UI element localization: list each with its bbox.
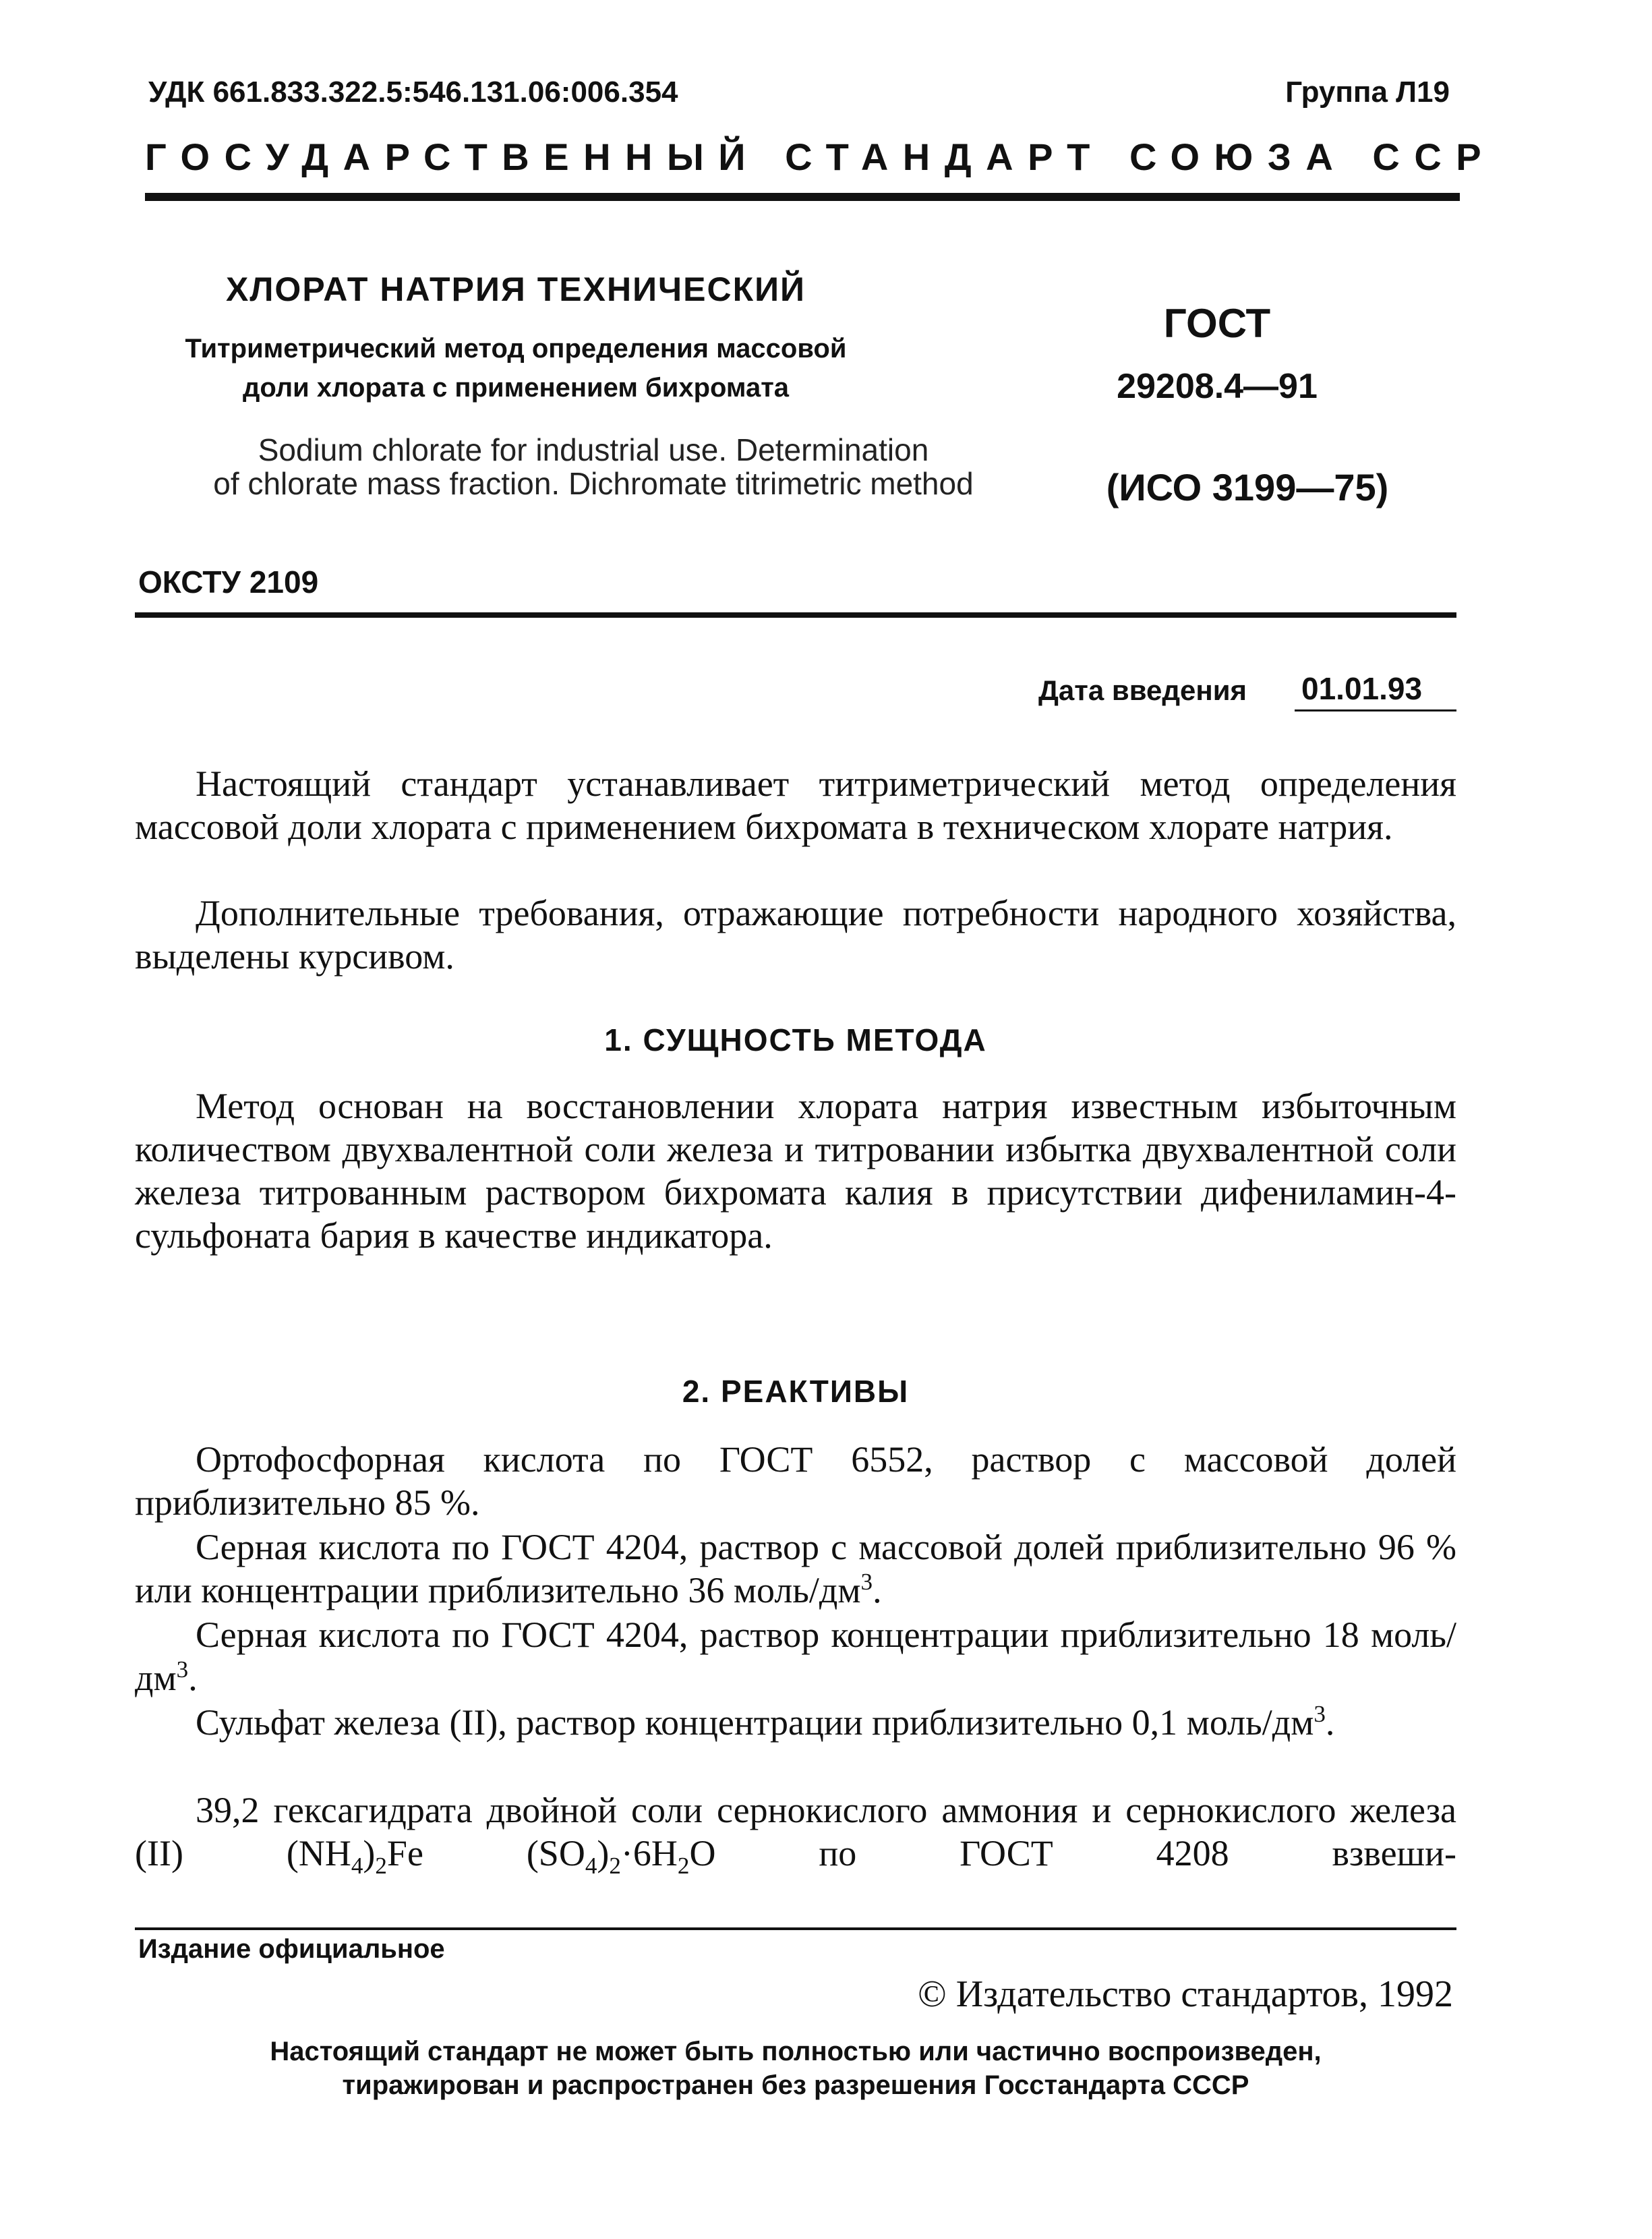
reagent-paragraph-2-text: Серная кислота по ГОСТ 4204, раствор с массовой долей приблизительно 96 % или концентрации приблизительно 36 моль/дм bbox=[135, 1527, 1456, 1610]
reagent-paragraph-1: Ортофосфорная кислота по ГОСТ 6552, раствор с массовой долей приблизительно 85 %. bbox=[135, 1439, 1456, 1523]
subscript-2: 2 bbox=[677, 1852, 690, 1879]
header-rule bbox=[145, 193, 1460, 201]
reagent-paragraph-4 bbox=[135, 1701, 1456, 1744]
section-1-heading: 1. СУЩНОСТЬ МЕТОДА bbox=[604, 1022, 987, 1057]
period: . bbox=[873, 1570, 882, 1610]
date-value: 01.01.93 bbox=[1301, 671, 1423, 706]
subscript-2: 2 bbox=[375, 1852, 387, 1879]
footer-rule bbox=[135, 1927, 1456, 1930]
formula-text-e: O по ГОСТ 4208 взвеши- bbox=[689, 1833, 1456, 1873]
formula-text-d: ·6H bbox=[620, 1833, 678, 1873]
subscript-2: 2 bbox=[609, 1852, 621, 1879]
title-rule bbox=[135, 612, 1456, 618]
section-2-heading: 2. РЕАКТИВЫ bbox=[682, 1374, 910, 1409]
reagent-paragraph-5 bbox=[135, 1789, 1456, 1879]
english-title-line-2: of chlorate mass fraction. Dichromate titrimetric method bbox=[213, 466, 974, 501]
subscript-4: 4 bbox=[351, 1852, 363, 1879]
superscript-3: 3 bbox=[860, 1569, 873, 1595]
reagent-paragraph-4-text: Сульфат железа (II), раствор концентрации приблизительно 0,1 моль/дм bbox=[196, 1702, 1314, 1743]
gost-number: 29208.4—91 bbox=[1117, 367, 1318, 406]
intro-paragraph-1: Настоящий стандарт устанавливает титриметрический метод определения массовой доли хлората с применением бихромата в техническом хлорате натрия. bbox=[135, 763, 1456, 847]
subscript-4: 4 bbox=[585, 1852, 597, 1879]
document-title: ХЛОРАТ НАТРИЯ ТЕХНИЧЕСКИЙ bbox=[226, 270, 806, 308]
subtitle-line-1: Титриметрический метод определения массовой bbox=[185, 334, 847, 364]
section-1-text: Метод основан на восстановлении хлората натрия известным избыточным количеством двухвалентной соли железа и титровании избытка двухвалентной соли железа титрованным раствором бихромата калия в присутствии дифениламин-4-сульфоната бария в качестве индикатора. bbox=[135, 1086, 1456, 1256]
date-label: Дата введения bbox=[1038, 674, 1247, 706]
reagent-paragraph-2 bbox=[135, 1525, 1456, 1612]
oksty-code: ОКСТУ 2109 bbox=[138, 564, 319, 600]
publisher-copyright: © Издательство стандартов, 1992 bbox=[918, 1973, 1453, 2015]
copyright-notice-line-1: Настоящий стандарт не может быть полностью или частично воспроизведен, bbox=[270, 2037, 1322, 2066]
date-underline bbox=[1295, 709, 1456, 711]
udk-code: УДК 661.833.322.5:546.131.06:006.354 bbox=[148, 76, 678, 109]
formula-text-a: 39,2 гексагидрата двойной соли сернокислого аммония и сернокислого железа (II) (NH bbox=[135, 1790, 1456, 1873]
period: . bbox=[188, 1658, 198, 1698]
iso-reference: (ИСО 3199—75) bbox=[1106, 466, 1389, 508]
state-standard-banner: ГОСУДАРСТВЕННЫЙ СТАНДАРТ СОЮЗА ССР bbox=[145, 136, 1496, 178]
superscript-3: 3 bbox=[176, 1656, 189, 1683]
intro-paragraph-2: Дополнительные требования, отражающие потребности народного хозяйства, выделены курсивом. bbox=[135, 893, 1456, 977]
edition-note: Издание официальное bbox=[138, 1934, 445, 1964]
formula-text-b: ) bbox=[597, 1833, 610, 1873]
period: . bbox=[1325, 1702, 1335, 1743]
group-code: Группа Л19 bbox=[1285, 76, 1450, 109]
english-title-line-1: Sodium chlorate for industrial use. Determination bbox=[258, 432, 929, 467]
reagent-paragraph-3 bbox=[135, 1613, 1456, 1699]
subtitle-line-2: доли хлората с применением бихромата bbox=[242, 373, 790, 403]
superscript-3: 3 bbox=[1314, 1701, 1326, 1727]
reagent-paragraph-3-text: Серная кислота по ГОСТ 4204, раствор концентрации приблизительно 18 моль/дм bbox=[135, 1615, 1456, 1698]
formula-text-c: Fe (SO bbox=[386, 1833, 585, 1873]
formula-text-b: ) bbox=[363, 1833, 376, 1873]
copyright-notice-line-2: тиражирован и распространен без разрешения Госстандарта СССР bbox=[342, 2070, 1249, 2100]
gost-label: ГОСТ bbox=[1163, 301, 1271, 346]
